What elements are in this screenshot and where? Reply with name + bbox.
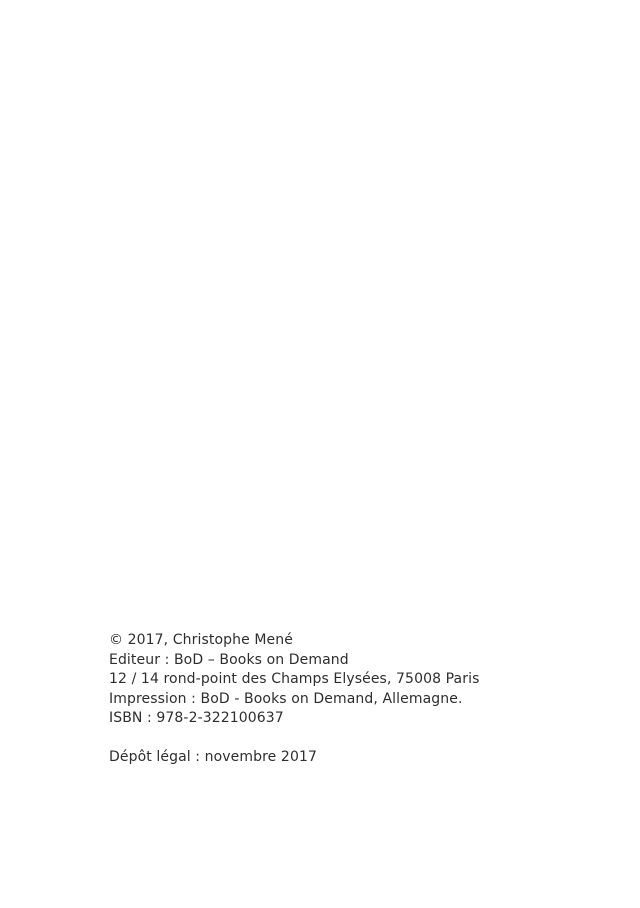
copyright-line: © 2017, Christophe Mené	[109, 632, 293, 648]
address-line: 12 / 14 rond-point des Champs Elysées, 75008 Paris	[109, 671, 480, 687]
colophon-block	[109, 631, 479, 768]
legal-deposit-line: Dépôt légal : novembre 2017	[109, 749, 317, 765]
publisher-line: Editeur : BoD – Books on Demand	[109, 651, 349, 668]
printing-line: Impression : BoD - Books on Demand, Allemagne.	[109, 690, 463, 707]
isbn-line: ISBN : 978-2-322100637	[109, 710, 284, 726]
